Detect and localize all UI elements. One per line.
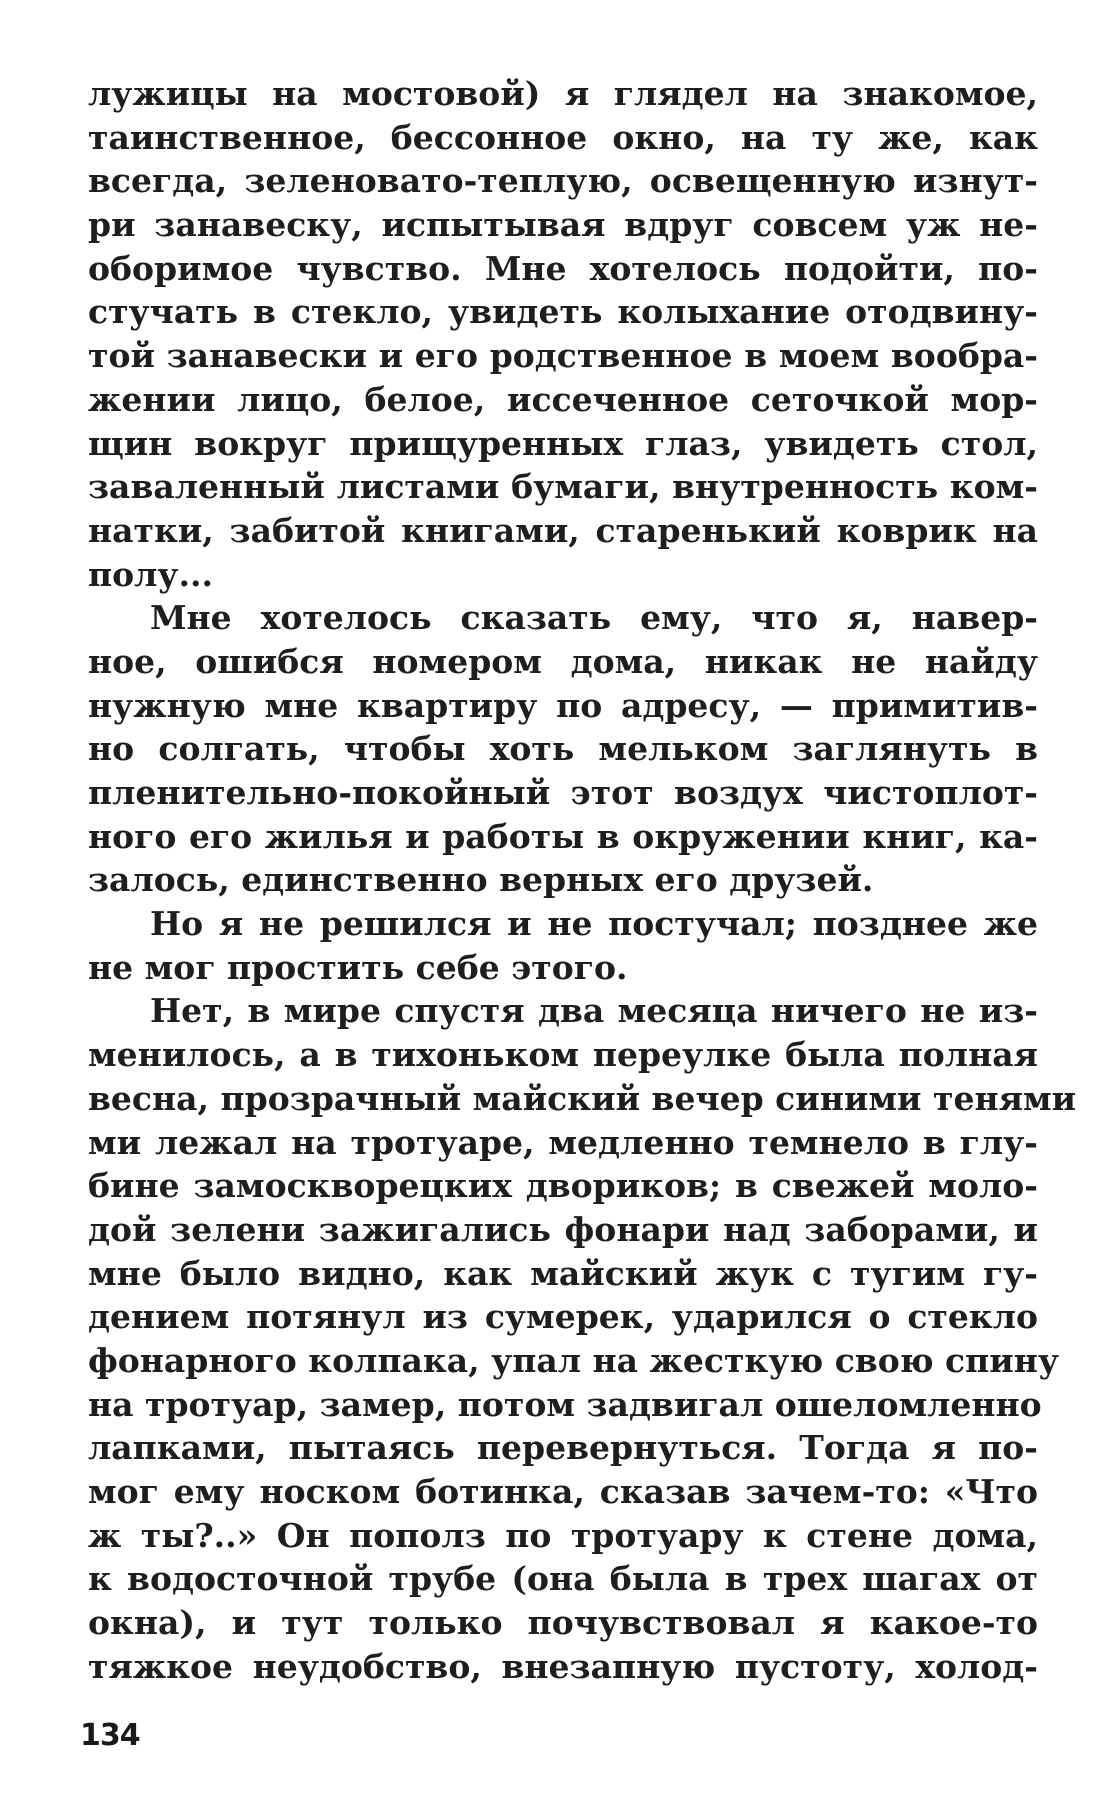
text-line: лужицы на мостовой) я глядел на знакомое, [88, 74, 1038, 113]
text-line: тяжкое неудобство, внезапную пустоту, холод- [88, 1646, 1038, 1686]
text-line: той занавески и его родственное в моем вообра- [88, 336, 1038, 376]
text-line: мне было видно, как майский жук с тугим гу- [88, 1253, 1038, 1293]
text-line: ми лежал на тротуаре, медленно темнело в глу- [88, 1122, 1038, 1162]
text-line: к водосточной трубе (она была в трех шагах от [88, 1559, 1038, 1599]
text-line: залось, единственно верных его друзей. [88, 860, 874, 900]
text-line: окна), и тут только почувствовал я какое-то [88, 1603, 1038, 1643]
text-line: дой зелени зажигались фонари над заборами, и [88, 1209, 1038, 1249]
text-line: менилось, а в тихоньком переулке была полная [88, 1035, 1038, 1075]
text-line: стучать в стекло, увидеть колыхание отодвину- [88, 292, 1038, 332]
text-line: на тротуар, замер, потом задвигал ошеломленно [88, 1384, 1042, 1424]
text-line: ное, ошибся номером дома, никак не найду [88, 641, 1038, 681]
text-line: ри занавеску, испытывая вдруг совсем уж не- [88, 205, 1038, 245]
text-line: нужную мне квартиру по адресу, — примитив- [88, 685, 1038, 725]
text-line: не мог простить себе этого. [88, 947, 628, 987]
text-line: натки, забитой книгами, старенький коврик на [88, 510, 1038, 550]
text-line: дением потянул из сумерек, ударился о стекло [88, 1297, 1038, 1337]
text-line: щин вокруг прищуренных глаз, увидеть стол, [88, 423, 1038, 463]
text-line: таинственное, бессонное окно, на ту же, как [88, 117, 1038, 157]
text-line: бине замоскворецких двориков; в свежей моло- [88, 1166, 1038, 1206]
text-line: лапками, пытаясь перевернуться. Тогда я по- [88, 1428, 1038, 1468]
text-line: Но я не решился и не постучал; позднее же [150, 904, 1038, 944]
text-line: ного его жилья и работы в окружении книг, ка- [88, 816, 1038, 856]
text-line: всегда, зеленовато-теплую, освещенную изнут- [88, 161, 1038, 201]
text-line: Мне хотелось сказать ему, что я, навер- [150, 598, 1038, 638]
text-line: мог ему носком ботинка, сказав зачем-то: «Что [88, 1472, 1038, 1511]
body-text [88, 72, 1077, 1688]
page-number: 134 [80, 1718, 140, 1753]
text-line: Нет, в мире спустя два месяца ничего не из- [150, 991, 1038, 1031]
text-line: жении лицо, белое, иссеченное сеточкой мор- [88, 379, 1038, 419]
text-line: ж ты?..» Он пополз по тротуару к стене дома, [88, 1515, 1038, 1555]
text-line: оборимое чувство. Мне хотелось подойти, по- [88, 248, 1038, 288]
text-line: заваленный листами бумаги, внутренность ком- [88, 467, 1038, 507]
text-line: весна, прозрачный майский вечер синими тенями [88, 1078, 1077, 1118]
text-line: полу... [88, 554, 214, 594]
text-line: фонарного колпака, упал на жесткую свою спину [88, 1340, 1060, 1380]
text-line: но солгать, чтобы хоть мельком заглянуть в [88, 729, 1038, 769]
text-line: пленительно-покойный этот воздух чистоплот- [88, 773, 1038, 812]
